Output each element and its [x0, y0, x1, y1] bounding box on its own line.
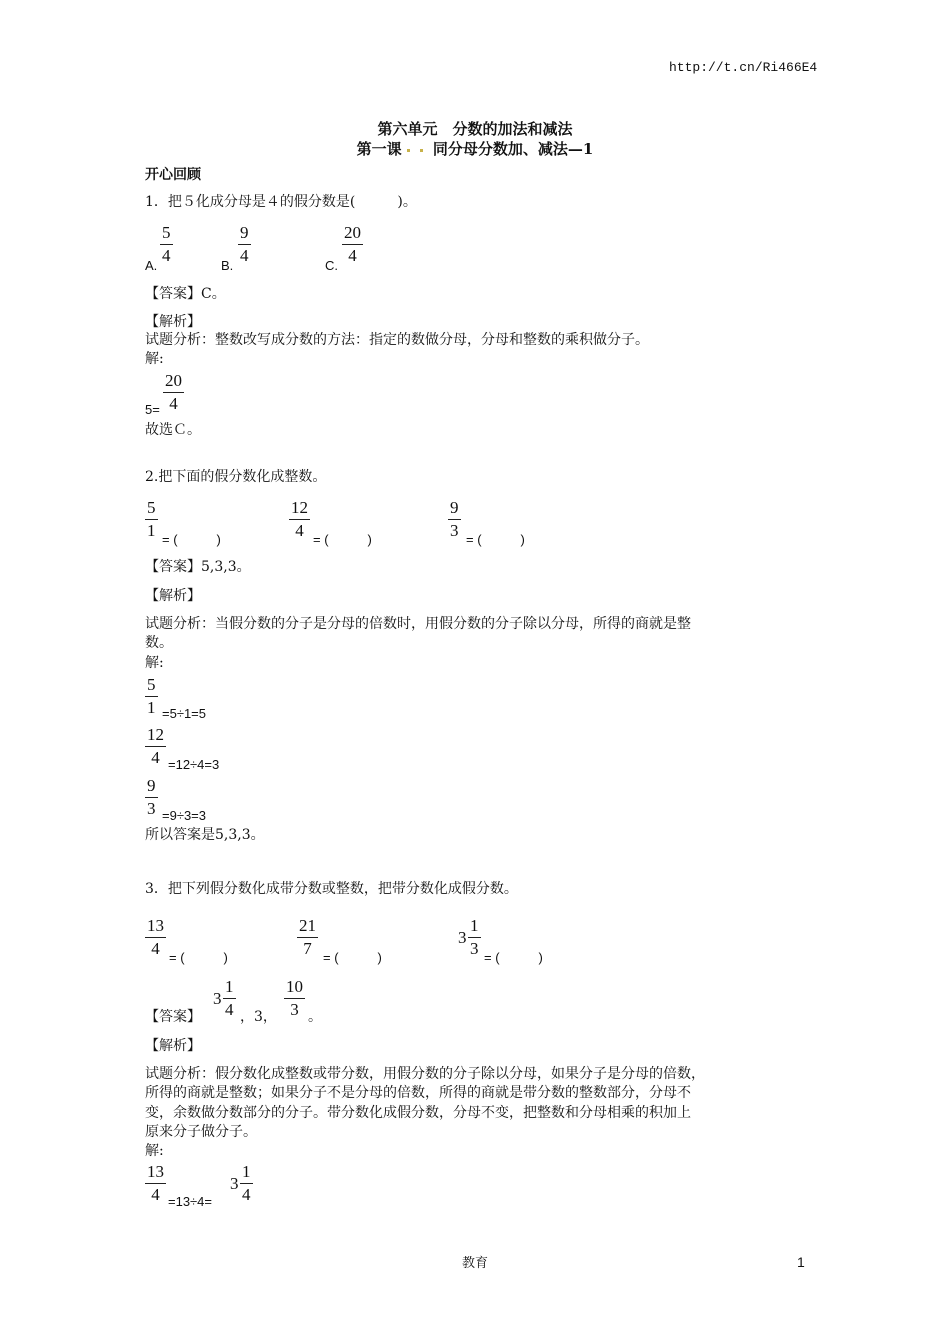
- q3-blank-1[interactable]: = ( ): [169, 950, 228, 965]
- q1-analysis-label: 【解析】: [145, 314, 201, 330]
- q2-blank-3[interactable]: = ( ): [466, 532, 525, 547]
- q1-option-c-fraction: [342, 223, 363, 265]
- numerator: 20: [342, 223, 363, 245]
- q3-answer-separator: ，3，: [240, 1009, 277, 1025]
- q1-solve-label: 解:: [145, 351, 164, 367]
- q3-answer-label: 【答案】: [145, 1009, 201, 1025]
- q2-fraction-3: [448, 498, 461, 540]
- title-lesson: [0, 138, 950, 159]
- numerator: 9: [448, 498, 461, 520]
- q1-option-a-fraction: [160, 223, 173, 265]
- q3-analysis-label: 【解析】: [145, 1038, 201, 1054]
- numerator: 12: [145, 725, 166, 747]
- header-url: http://t.cn/Ri466E4: [669, 60, 818, 75]
- q1-option-a-label: A.: [145, 258, 158, 273]
- denominator: 7: [303, 939, 312, 958]
- numerator: 13: [145, 916, 166, 938]
- q1-conclusion: 故选Ｃ。: [145, 422, 201, 438]
- page-number: 1: [797, 1254, 805, 1270]
- denominator: 4: [348, 246, 357, 265]
- q1-option-b-fraction: [238, 223, 251, 265]
- q3-answer-mixed-whole: 3: [213, 989, 222, 1008]
- footer-center: 教育: [461, 1256, 488, 1271]
- q2-solution-eq-3: =9÷3=3: [162, 808, 207, 823]
- numerator: 13: [145, 1162, 166, 1184]
- q2-analysis-line-2: 数。: [145, 635, 173, 651]
- q1-answer: 【答案】C。: [145, 286, 226, 302]
- q3-solution-mixed-whole: 3: [230, 1174, 239, 1193]
- q2-question: 2.把下面的假分数化成整数。: [145, 469, 327, 485]
- q3-solution-mixed-fraction: [240, 1162, 253, 1204]
- q2-blank-1[interactable]: = ( ): [162, 532, 221, 547]
- numerator: 21: [297, 916, 318, 938]
- q1-option-c-label: C.: [325, 258, 338, 273]
- q3-fraction-3: [468, 916, 481, 958]
- q2-fraction-1: [145, 498, 158, 540]
- title-unit: 第六单元 分数的加法和减法: [377, 120, 573, 138]
- numerator: 5: [160, 223, 173, 245]
- q1-option-b-label: B.: [221, 258, 234, 273]
- q2-analysis-line-1: 试题分析：当假分数的分子是分母的倍数时，用假分数的分子除以分母，所得的商就是整: [145, 616, 691, 632]
- q2-solution-fraction-1: [145, 675, 158, 717]
- q3-question: 3．把下列假分数化成带分数或整数，把带分数化成假分数。: [145, 881, 518, 897]
- q2-conclusion: 所以答案是5,3,3。: [145, 827, 265, 843]
- numerator: 5: [145, 675, 158, 697]
- numerator: 1: [468, 916, 481, 938]
- denominator: 4: [151, 1185, 160, 1204]
- title-lesson-b: 同分母分数加、减法—1: [432, 140, 594, 158]
- denominator: 3: [450, 521, 459, 540]
- q1-equation-fraction: [163, 371, 184, 413]
- denominator: 4: [169, 394, 178, 413]
- numerator: 5: [145, 498, 158, 520]
- numerator: 9: [145, 776, 158, 798]
- q2-fraction-2: [289, 498, 310, 540]
- q2-solution-eq-1: =5÷1=5: [162, 706, 207, 721]
- denominator: 4: [225, 1000, 234, 1019]
- q3-answer-fraction-1: [223, 977, 236, 1019]
- numerator: 10: [284, 977, 305, 999]
- denominator: 3: [147, 799, 156, 818]
- denominator: 3: [290, 1000, 299, 1019]
- denominator: 4: [151, 748, 160, 767]
- decorative-dot: [407, 149, 410, 152]
- q3-solution-eq-1: =13÷4=: [168, 1194, 213, 1209]
- q3-answer-end: 。: [308, 1009, 322, 1025]
- q3-solution-fraction-1: [145, 1162, 166, 1204]
- numerator: 1: [240, 1162, 253, 1184]
- q2-answer: 【答案】5,3,3。: [145, 559, 251, 575]
- q3-solve-label: 解:: [145, 1143, 164, 1159]
- denominator: 4: [295, 521, 304, 540]
- denominator: 4: [151, 939, 160, 958]
- title-lesson-a: 第一课: [356, 140, 402, 158]
- q3-fraction-1: [145, 916, 166, 958]
- denominator: 1: [147, 521, 156, 540]
- q3-blank-2[interactable]: = ( ): [323, 950, 382, 965]
- q1-analysis: 试题分析：整数改写成分数的方法：指定的数做分母，分母和整数的乘积做分子。: [145, 332, 649, 348]
- q3-fraction-2: [297, 916, 318, 958]
- denominator: 3: [470, 939, 479, 958]
- q2-solution-fraction-2: [145, 725, 166, 767]
- q1-question: 1．把５化成分母是４的假分数是( )。: [145, 194, 417, 210]
- q3-analysis-line-3: 变，余数做分数部分的分子。带分数化成假分数，分母不变，把整数和分母相乘的积加上: [145, 1105, 691, 1121]
- numerator: 12: [289, 498, 310, 520]
- denominator: 4: [162, 246, 171, 265]
- denominator: 4: [240, 246, 249, 265]
- q2-solve-label: 解:: [145, 655, 164, 671]
- q1-equation-prefix: 5=: [145, 402, 160, 417]
- q2-blank-2[interactable]: = ( ): [313, 532, 372, 547]
- numerator: 9: [238, 223, 251, 245]
- q3-blank-3[interactable]: = ( ): [484, 950, 543, 965]
- q2-analysis-label: 【解析】: [145, 588, 201, 604]
- q3-analysis-line-2: 所得的商就是整数；如果分子不是分母的倍数，所得的商就是带分数的整数部分，分母不: [145, 1085, 691, 1101]
- q3-analysis-line-1: 试题分析：假分数化成整数或带分数，用假分数的分子除以分母，如果分子是分母的倍数，: [145, 1066, 705, 1082]
- q2-solution-fraction-3: [145, 776, 158, 818]
- denominator: 4: [242, 1185, 251, 1204]
- q2-solution-eq-2: =12÷4=3: [168, 757, 220, 772]
- numerator: 1: [223, 977, 236, 999]
- q3-analysis-line-4: 原来分子做分子。: [145, 1124, 257, 1140]
- section-heading: 开心回顾: [145, 167, 201, 183]
- q3-mixed-whole: 3: [458, 928, 467, 947]
- q3-answer-fraction-3: [284, 977, 305, 1019]
- denominator: 1: [147, 698, 156, 717]
- numerator: 20: [163, 371, 184, 393]
- decorative-dot: [420, 149, 423, 152]
